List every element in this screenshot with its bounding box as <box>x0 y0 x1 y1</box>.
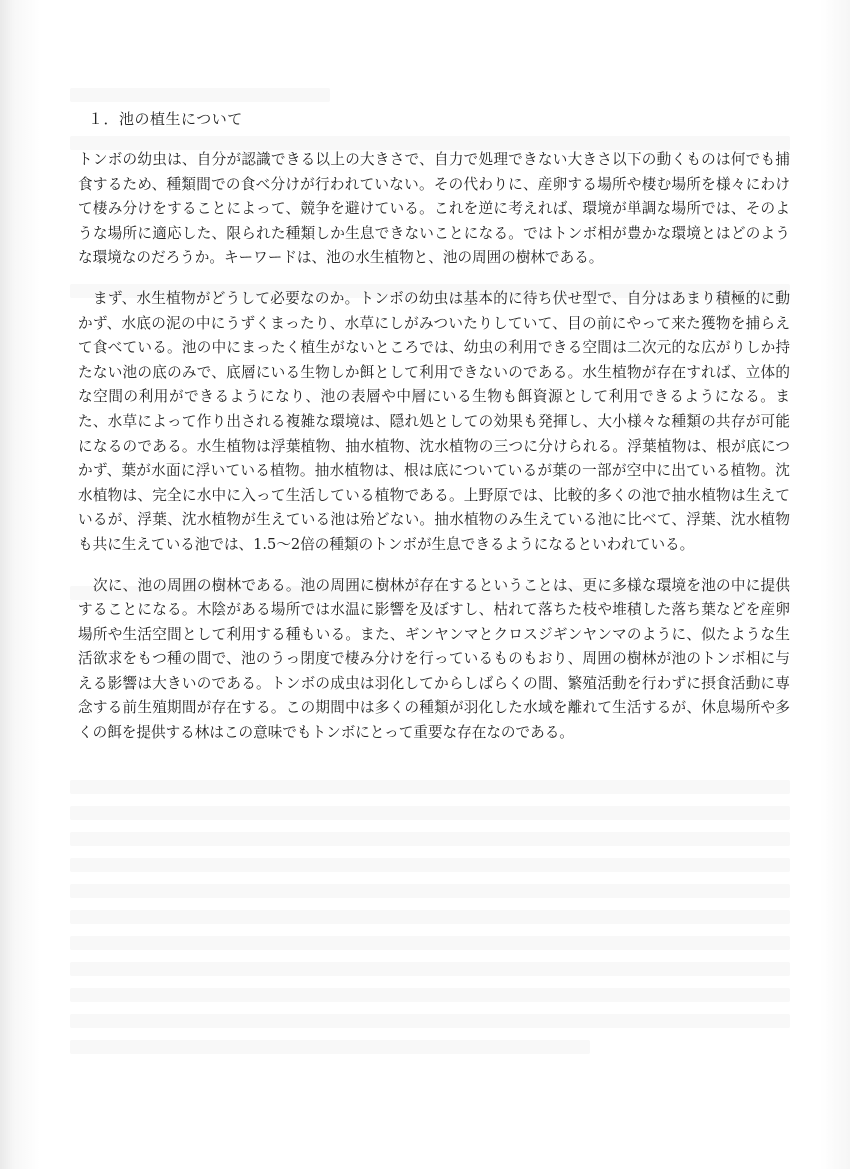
show-through-band <box>70 884 790 898</box>
show-through-band <box>70 910 790 924</box>
show-through-band <box>70 936 790 950</box>
paragraph-surrounding-forest: 次に、池の周囲の樹林である。池の周囲に樹林が存在するということは、更に多様な環境を池の中に提供することになる。木陰がある場所では水温に影響を及ぼすし、枯れて落ちた枝や堆積した落ち葉などを産卵場所や生活空間として利用する種もいる。また、ギンヤンマとクロスジギンヤンマのように、似たような生活欲求をもつ種の間で、池のうっ閉度で棲み分けを行っているものもおり、周囲の樹林が池のトンボ相に与える影響は大きいのである。トンボの成虫は羽化してからしばらくの間、繁殖活動を行わずに摂食活動に専念する前生殖期間が存在する。この期間中は多くの種類が羽化した水域を離れて生活するが、休息場所や多くの餌を提供する林はこの意味でもトンボにとって重要な存在なのである。 <box>78 576 790 742</box>
paragraph-intro: トンボの幼虫は、自分が認識できる以上の大きさで、自力で処理できない大きさ以下の動くものは何でも捕食するため、種類間での食べ分けが行われていない。その代わりに、産卵する場所や棲む場所を様々にわけて棲み分けをすることによって、競争を避けている。これを逆に考えれば、環境が単調な場所では、そのような場所に適応した、限られた種類しか生息できないことになる。ではトンボ相が豊かな環境とはどのような環境なのだろうか。キーワードは、池の水生植物と、池の周囲の樹林である。 <box>78 151 790 267</box>
show-through-band <box>70 1014 790 1028</box>
show-through-band <box>70 988 790 1002</box>
show-through-band <box>70 1040 590 1054</box>
body-text <box>78 148 790 762</box>
show-through-band <box>70 780 790 794</box>
show-through-band <box>70 806 790 820</box>
paragraph-aquatic-plants: まず、水生植物がどうして必要なのか。トンボの幼虫は基本的に待ち伏せ型で、自分はあまり積極的に動かず、水底の泥の中にうずくまったり、水草にしがみついたりしていて、目の前にやって来た獲物を捕らえて食べている。池の中にまったく植生がないところでは、幼虫の利用できる空間は二次元的な広がりしか持たない池の底のみで、底層にいる生物しか餌として利用できないのである。水生植物が存在すれば、立体的な空間の利用ができるようになり、池の表層や中層にいる生物も餌資源として利用できるようになる。また、水草によって作り出される複雑な環境は、隠れ処としての効果も発揮し、大小様々な種類の共存が可能になるのである。水生植物は浮葉植物、抽水植物、沈水植物の三つに分けられる。浮葉植物は、根が底につかず、葉が水面に浮いている植物。抽水植物は、根は底についているが葉の一部が空中に出ている植物。沈水植物は、完全に水中に入って生活している植物である。上野原では、比較的多くの池で抽水植物は生えているが、浮葉、沈水植物が生えている池は殆どない。抽水植物のみ生えている池に比べて、浮葉、沈水植物も共に生えている池では、1.5〜2倍の種類のトンボが生息できるようになるといわれている。 <box>78 289 790 553</box>
show-through-band <box>70 858 790 872</box>
section-heading: １．池の植生について <box>88 110 243 128</box>
show-through-band <box>70 88 330 102</box>
show-through-band <box>70 962 790 976</box>
show-through-band <box>70 832 790 846</box>
